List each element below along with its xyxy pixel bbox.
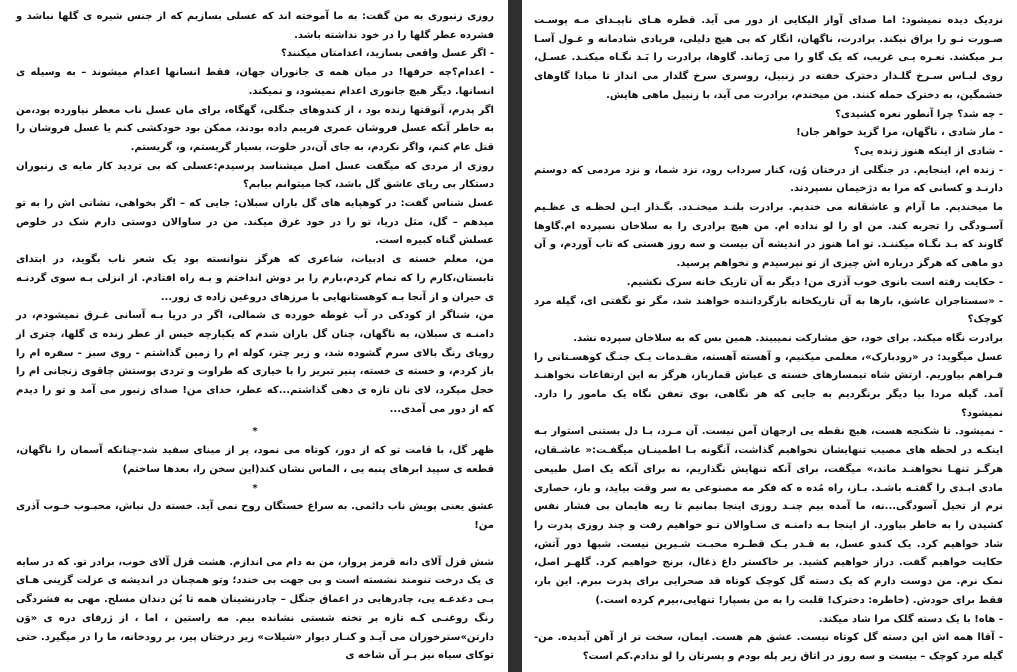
paragraph: روزی زنبوری به من گفت: به ما آموخته اند که عسلی بسازیم که از جنس شیره ی گلها نباشد و فشرده عطر گلها را در خود نداشته باشد. [16,11,494,41]
paragraph: برادرت نگاه میکند. برای خود، حق مشارکت نمیبیند. همین بس که به سلاخان سپرده نشد. [573,332,1003,344]
paragraph: عسل شناس گفت: در کوهپایه های گل باران سبلان: جایی که – اگر بخواهی، نشانی اش را به تو میدهم – گل، مثل دریا، تو را در خود غرق میکند. من در ساوالان دوستی دارم شک در خلوص عسلش گناه کبیره است. [16,198,494,247]
paragraph: نزدیک دیده نمیشود: اما صدای آواز الیکایی از دور می آید. قطره هـای ناپیـدای مـه پوسـت صـورت تـو را براق نیکند. برادرت، ناگهان، انگار که بی هیچ دلیلی، فریادی شادمانه و غـول آسـا بـر میکشد. نعـره یـی غریب، که یک گاو را می رَماند. گاوها، برادرت را بَـد نگـاه میکنـد. عسـل، روی لبـاس سـرخ گلـدار دخترک خفته در زنبیل، روسری سرخ گلدار می انداز تا مبادا گاوهای خشمگین، به دخترک حمله کنند. من میخندم، برادرت می آید، با زنبیل ماهی هایش. [534,15,1003,101]
paragraph: - «سستاجران عاشق، بارها به آن تاریکخانه بازگرداننده خواهند شد، مگر تو نگفتی ای، گیله مرد کوچک؟ [534,295,1003,326]
left-page [0,0,508,672]
paragraph: - مار شادی ، ناگهان، مرا گزید خواهر جان! [796,127,1003,139]
right-page-text [534,12,1003,667]
paragraph: - حکایت رفته است بانوی خوب آذری من! دیگر به آن تاریک خانه سرک نکشیم. [626,276,1003,288]
paragraph: اگر پدرم، آنوقتها زنده بود ، از کندوهای جنگلی، گهگاه، برای مان عسل ناب معطر نیاورده بود،من به خاطر آنکه عسل فروشان عمری فریبم داده بودند، ممکن بود خودکشی کنم یا عسل فروشان را قتل عام کنم، واگر نکردم، به جای آن،در خلوت، بسیار گریستم، و، گریستم. [16,104,494,153]
left-page-text [16,8,494,666]
paragraph: - چه شد؟ چرا آنطور نعره کشیدی؟ [835,108,1003,120]
paragraph: من، معلم خسته ی ادبیات، شاعری که هرگز نتوانسته بود یک شعر ناب بگوید، در ابتدای تابستان،کارم را که تمام کردم،بارم را بر دوش انداختم و بـه راه افتادم. از انزلی بـه سوی گردنـه ی حیران و از آنجا بـه کوهستانهایی با مرزهای دروغین زاده ی زور... [16,254,494,303]
paragraph: - آقاا همه اش این دسته گل کوتاه نیست. عشق هم هست. ایمان، سخت تر از آهن آبدیده. من-گیله مرد کوچک – بیست و سه روز در اتاق زیر پله بودم و پسرتان را لو ندادم.کم است؟ [534,632,1003,662]
paragraph: - هاه! با یک دسته گلک مرا شاد میکند. [818,613,1003,625]
paragraph: روزی از مردی که میگفت عسل اصل میشناسد پرسیدم:عسلی که بی تردید کار مایه ی زنبوران دستکار بی ریای عاشق گل باشد، کجا میتوانم بیابم؟ [16,160,494,191]
paragraph: ظهر گل، با قامت تو که از دور، کوتاه می نمود، پر از مینای سفید شد-چنانکه آسمان را ناگهان، قطعه ی سپید ابرهای پنبه یی ، الماس نشان کند(این سخن را، بعدها ساختم) [16,445,494,475]
paragraph: - نمیشود. تا شکنجه هست، هیچ نقطه یی ازجهان آمن نیست. آن مـرد، بـا دل بستنی استوار بـه اینکـه در لحظه های مصیب تنهایشان نخواهیم گذاشت، آنگونه بـا اطمینـان میگفـت:« عاشـقان، هرگـز تنهـا نخواهنـد ماند،» میگفت، برای آنکه تنهایش نگذاریم، نه برای آنکه یک اصل طبیعی مادی ابـدی را گفتـه باشـد. بـاز، راه مُده ه که فکر مه مصنوعی به سر وقت بیاید، و باز، حصاری نرم از تخیل آسودگی...نه، ما آمده بیم چنـد روزی اینجا بمانیم تا ریه هایمان بی فشار نفس کشیدن را به خاطر بیاورد. از اینجا بـه دامنـه ی سـاوالان تـو خواهیم رفت و چند روزی پدرت را شاد خواهیم کرد. یک کندو عسل، به قـدر یـک قطـره محبـت شـیرین نیست. شبها دور آتش، حکایت خواهیم گفت. دراز خواهیم کشید. بر خاکستر داغ ذغال، برنج خواهیم کرد. گلهـر اصل، نمک نرم. من دوست دارم که یک دسته گل کوچک کوتاه قد صحرایی برای پدرت ببرم. این بار، فقط برای خودش. (خاطره: دخترک! قلبت را به من بسپار! تنهایی،بیرم کرده است.) [534,426,1003,606]
paragraph: - اگر عسل واقعی بسازید، اعدامتان میکنند؟ [280,48,494,60]
paragraph: شش قزل آلای دانه قرمز پروار، من به دام می اندازم. هشت قزل آلای خوب، برادر تو. که در سایه ی یک درخت تنومند نشسته است و بی جهت بی خندد؛ وتو همچنان در اندیشه ی عزلت گزینی هـای بـی دغدغـه یی، چادرهایی در اعماق جنگل – چادرنشینان همه تا بُن دندان مسلح. مهی به فشردگی رنگ روغنـی کـه تازه بر تخته شستی نشانده بیم. مه راستین ، اما ، از ژرفای دره ی «وَن دارتن»سترخوران می آیـد و کنـار دیوار «شیلات» زیر درختان پیر، بر رودخانه، ما را در میگیرد. حتی توکای سیاه نیز بـر آن شاخه ی [16,556,494,662]
right-page [522,0,1017,672]
paragraph: من، شناگر از کودکی در آب غوطه خورده ی شمالی، اگر در دریا بـه آسانی غـرق نمیشودم، در دامنـه ی سبلان، به ناگهان، چنان گل باران شدم که یکپارچه خیس از عطر زنده ی گلها، چتری از رویای رنگ بالای سرم گشوده شد، و زیر چتر، کوله ام را زمین گذاشتم - روی سبز - سفره ام را باز کردم، و خسته ی خسته، پنیر تبریز را با خیاری که طراوت و تردی پوستش چاقوی زنجانی ام را خجل میکرد، لای نان تازه ی دهی گذاشتم...که عطر، خدای من! صدای زنبور می آمد و تو را دیدم که از دور می آمدی... [16,310,494,415]
paragraph: - زنده ام، اینجایم. در جنگلی از درختان وُن، کنار سرداب رود، نزد شما، و نزد مردمی که دوستم دارنـد و کسانی که مرا به دژخیمان نسپردند. [534,164,1003,195]
section-separator: * [252,426,258,438]
paragraph: عشق یعنی پویش ناب دائمی. به سراغ خستگان روح نمی آید. خسته دل نباش، محبـوب خـوب آذری من! [16,501,494,531]
paragraph: ما میخندیم. ما آرام و عاشقانه می خندیم. برادرت بلنـد میخنـدد. بگـذار ایـن لحظـه ی عظـیم آسـودگی را تجربه کند. من او را لو نداده ام. من هیچ برادری را به سلاخان نسپرده ام.گاوها گاوند که بـد نگـاه میکننـد. تو اما هنوز در اندیشه آن بیست و سه روز هستی که تاب آوردم، و آن دو ماهی که هرگز درباره اش چیزی از تو نپرسیدم و نخواهم پرسید. [534,202,1003,270]
paragraph: عسل میگوید: در «رودبارک»، معلمی میکنیم، و آهسته آهسته، مقـدمات یـک جنـگ کوهسـتانی را فـراهم بیاوریم. ارتش شاه تیمسارهای خسته ی عیاش قمارباز، هرگز به این ارتفاعات نخواهنـد آمد. گیله مردا بیا دیگر برنگردیم به جایی که هر نگاهی، بوی تعفن نگاه یک مامور را دارد. نمیشود؟ [534,351,1003,419]
paragraph-gap [16,536,494,554]
paragraph: - اعدام؟چه حرفها! در میان همه ی جانوران جهان، فقط انسانها اعدام میشوند – به وسیله ی انسانها. دیگر هیچ جانوری اعدام نمیشود، و نمیکند. [16,67,494,97]
book-gutter [508,0,522,672]
paragraph: - شادی از اینکه هنوز زنده یی؟ [853,145,1003,157]
section-separator: * [252,482,258,494]
